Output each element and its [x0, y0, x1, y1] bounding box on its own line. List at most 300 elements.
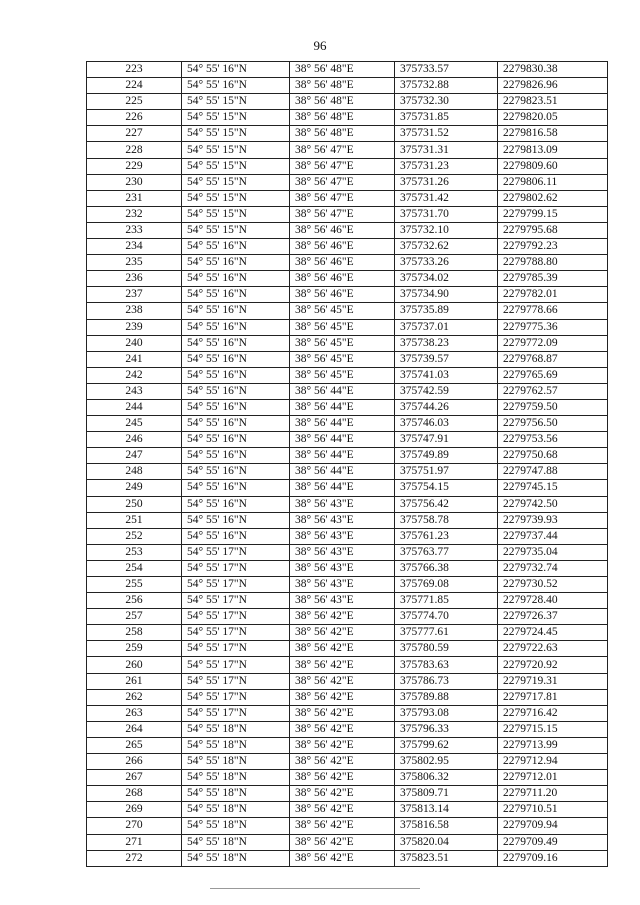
table-row: [87, 737, 608, 753]
point-number-cell: 249: [87, 480, 182, 496]
point-number-cell: 227: [87, 126, 182, 142]
latitude-cell: 54° 55' 16"N: [182, 496, 290, 512]
y-coordinate-cell: 2279759.50: [498, 399, 608, 415]
longitude-cell: 38° 56' 46"E: [290, 271, 395, 287]
longitude-cell: 38° 56' 42"E: [290, 802, 395, 818]
latitude-cell: 54° 55' 18"N: [182, 770, 290, 786]
y-coordinate-cell: 2279765.69: [498, 367, 608, 383]
longitude-cell: 38° 56' 42"E: [290, 850, 395, 866]
latitude-cell: 54° 55' 17"N: [182, 689, 290, 705]
x-coordinate-cell: 375731.70: [395, 206, 498, 222]
longitude-cell: 38° 56' 44"E: [290, 480, 395, 496]
y-coordinate-cell: 2279813.09: [498, 142, 608, 158]
point-number-cell: 248: [87, 464, 182, 480]
x-coordinate-cell: 375731.52: [395, 126, 498, 142]
x-coordinate-cell: 375796.33: [395, 721, 498, 737]
table-row: [87, 448, 608, 464]
table-row: [87, 110, 608, 126]
point-number-cell: 241: [87, 351, 182, 367]
latitude-cell: 54° 55' 15"N: [182, 158, 290, 174]
table-row: [87, 190, 608, 206]
longitude-cell: 38° 56' 42"E: [290, 754, 395, 770]
table-row: [87, 399, 608, 415]
x-coordinate-cell: 375732.10: [395, 222, 498, 238]
point-number-cell: 240: [87, 335, 182, 351]
x-coordinate-cell: 375786.73: [395, 673, 498, 689]
point-number-cell: 236: [87, 271, 182, 287]
point-number-cell: 257: [87, 609, 182, 625]
x-coordinate-cell: 375738.23: [395, 335, 498, 351]
x-coordinate-cell: 375735.89: [395, 303, 498, 319]
point-number-cell: 242: [87, 367, 182, 383]
x-coordinate-cell: 375802.95: [395, 754, 498, 770]
y-coordinate-cell: 2279756.50: [498, 416, 608, 432]
y-coordinate-cell: 2279709.16: [498, 850, 608, 866]
x-coordinate-cell: 375731.42: [395, 190, 498, 206]
table-row: [87, 609, 608, 625]
x-coordinate-cell: 375809.71: [395, 786, 498, 802]
x-coordinate-cell: 375733.57: [395, 62, 498, 78]
table-row: [87, 754, 608, 770]
y-coordinate-cell: 2279792.23: [498, 239, 608, 255]
y-coordinate-cell: 2279806.11: [498, 174, 608, 190]
x-coordinate-cell: 375813.14: [395, 802, 498, 818]
table-row: [87, 850, 608, 866]
longitude-cell: 38° 56' 43"E: [290, 512, 395, 528]
point-number-cell: 272: [87, 850, 182, 866]
latitude-cell: 54° 55' 15"N: [182, 110, 290, 126]
x-coordinate-cell: 375816.58: [395, 818, 498, 834]
longitude-cell: 38° 56' 43"E: [290, 577, 395, 593]
x-coordinate-cell: 375731.85: [395, 110, 498, 126]
longitude-cell: 38° 56' 44"E: [290, 383, 395, 399]
table-row: [87, 544, 608, 560]
longitude-cell: 38° 56' 42"E: [290, 657, 395, 673]
x-coordinate-cell: 375758.78: [395, 512, 498, 528]
point-number-cell: 247: [87, 448, 182, 464]
point-number-cell: 264: [87, 721, 182, 737]
longitude-cell: 38° 56' 46"E: [290, 287, 395, 303]
longitude-cell: 38° 56' 42"E: [290, 673, 395, 689]
latitude-cell: 54° 55' 18"N: [182, 721, 290, 737]
longitude-cell: 38° 56' 43"E: [290, 560, 395, 576]
table-row: [87, 689, 608, 705]
point-number-cell: 271: [87, 834, 182, 850]
point-number-cell: 246: [87, 432, 182, 448]
longitude-cell: 38° 56' 45"E: [290, 367, 395, 383]
y-coordinate-cell: 2279722.63: [498, 641, 608, 657]
footer-divider: [210, 888, 420, 889]
y-coordinate-cell: 2279778.66: [498, 303, 608, 319]
x-coordinate-cell: 375746.03: [395, 416, 498, 432]
x-coordinate-cell: 375761.23: [395, 528, 498, 544]
table-row: [87, 222, 608, 238]
longitude-cell: 38° 56' 42"E: [290, 818, 395, 834]
longitude-cell: 38° 56' 42"E: [290, 834, 395, 850]
latitude-cell: 54° 55' 17"N: [182, 705, 290, 721]
table-row: [87, 657, 608, 673]
y-coordinate-cell: 2279726.37: [498, 609, 608, 625]
latitude-cell: 54° 55' 15"N: [182, 174, 290, 190]
table-row: [87, 818, 608, 834]
y-coordinate-cell: 2279709.49: [498, 834, 608, 850]
latitude-cell: 54° 55' 16"N: [182, 383, 290, 399]
point-number-cell: 235: [87, 255, 182, 271]
point-number-cell: 267: [87, 770, 182, 786]
y-coordinate-cell: 2279802.62: [498, 190, 608, 206]
latitude-cell: 54° 55' 18"N: [182, 850, 290, 866]
longitude-cell: 38° 56' 43"E: [290, 544, 395, 560]
y-coordinate-cell: 2279717.81: [498, 689, 608, 705]
latitude-cell: 54° 55' 17"N: [182, 593, 290, 609]
point-number-cell: 243: [87, 383, 182, 399]
y-coordinate-cell: 2279750.68: [498, 448, 608, 464]
longitude-cell: 38° 56' 43"E: [290, 528, 395, 544]
longitude-cell: 38° 56' 46"E: [290, 239, 395, 255]
x-coordinate-cell: 375774.70: [395, 609, 498, 625]
longitude-cell: 38° 56' 47"E: [290, 190, 395, 206]
x-coordinate-cell: 375751.97: [395, 464, 498, 480]
x-coordinate-cell: 375777.61: [395, 625, 498, 641]
point-number-cell: 231: [87, 190, 182, 206]
latitude-cell: 54° 55' 17"N: [182, 577, 290, 593]
latitude-cell: 54° 55' 15"N: [182, 206, 290, 222]
longitude-cell: 38° 56' 42"E: [290, 625, 395, 641]
table-row: [87, 126, 608, 142]
latitude-cell: 54° 55' 16"N: [182, 416, 290, 432]
coordinates-table: [86, 61, 608, 867]
point-number-cell: 225: [87, 94, 182, 110]
latitude-cell: 54° 55' 16"N: [182, 319, 290, 335]
x-coordinate-cell: 375789.88: [395, 689, 498, 705]
table-row: [87, 496, 608, 512]
table-row: [87, 721, 608, 737]
x-coordinate-cell: 375741.03: [395, 367, 498, 383]
longitude-cell: 38° 56' 42"E: [290, 609, 395, 625]
latitude-cell: 54° 55' 16"N: [182, 528, 290, 544]
latitude-cell: 54° 55' 18"N: [182, 818, 290, 834]
longitude-cell: 38° 56' 44"E: [290, 399, 395, 415]
x-coordinate-cell: 375820.04: [395, 834, 498, 850]
table-row: [87, 351, 608, 367]
y-coordinate-cell: 2279709.94: [498, 818, 608, 834]
x-coordinate-cell: 375756.42: [395, 496, 498, 512]
latitude-cell: 54° 55' 16"N: [182, 271, 290, 287]
y-coordinate-cell: 2279747.88: [498, 464, 608, 480]
point-number-cell: 270: [87, 818, 182, 834]
y-coordinate-cell: 2279742.50: [498, 496, 608, 512]
x-coordinate-cell: 375769.08: [395, 577, 498, 593]
longitude-cell: 38° 56' 42"E: [290, 705, 395, 721]
longitude-cell: 38° 56' 42"E: [290, 721, 395, 737]
y-coordinate-cell: 2279728.40: [498, 593, 608, 609]
latitude-cell: 54° 55' 16"N: [182, 480, 290, 496]
table-row: [87, 625, 608, 641]
x-coordinate-cell: 375731.23: [395, 158, 498, 174]
longitude-cell: 38° 56' 45"E: [290, 303, 395, 319]
table-row: [87, 802, 608, 818]
point-number-cell: 256: [87, 593, 182, 609]
x-coordinate-cell: 375766.38: [395, 560, 498, 576]
x-coordinate-cell: 375732.62: [395, 239, 498, 255]
longitude-cell: 38° 56' 45"E: [290, 335, 395, 351]
point-number-cell: 259: [87, 641, 182, 657]
y-coordinate-cell: 2279820.05: [498, 110, 608, 126]
table-row: [87, 271, 608, 287]
point-number-cell: 251: [87, 512, 182, 528]
longitude-cell: 38° 56' 42"E: [290, 737, 395, 753]
x-coordinate-cell: 375771.85: [395, 593, 498, 609]
latitude-cell: 54° 55' 18"N: [182, 737, 290, 753]
y-coordinate-cell: 2279809.60: [498, 158, 608, 174]
table-row: [87, 158, 608, 174]
table-row: [87, 834, 608, 850]
longitude-cell: 38° 56' 46"E: [290, 222, 395, 238]
latitude-cell: 54° 55' 17"N: [182, 641, 290, 657]
x-coordinate-cell: 375732.88: [395, 78, 498, 94]
page-number: 96: [313, 38, 327, 53]
table-row: [87, 142, 608, 158]
latitude-cell: 54° 55' 16"N: [182, 287, 290, 303]
x-coordinate-cell: 375733.26: [395, 255, 498, 271]
longitude-cell: 38° 56' 44"E: [290, 432, 395, 448]
y-coordinate-cell: 2279768.87: [498, 351, 608, 367]
longitude-cell: 38° 56' 45"E: [290, 351, 395, 367]
y-coordinate-cell: 2279826.96: [498, 78, 608, 94]
point-number-cell: 252: [87, 528, 182, 544]
x-coordinate-cell: 375783.63: [395, 657, 498, 673]
longitude-cell: 38° 56' 47"E: [290, 158, 395, 174]
point-number-cell: 261: [87, 673, 182, 689]
y-coordinate-cell: 2279739.93: [498, 512, 608, 528]
point-number-cell: 254: [87, 560, 182, 576]
latitude-cell: 54° 55' 15"N: [182, 190, 290, 206]
latitude-cell: 54° 55' 18"N: [182, 786, 290, 802]
point-number-cell: 232: [87, 206, 182, 222]
latitude-cell: 54° 55' 16"N: [182, 255, 290, 271]
point-number-cell: 238: [87, 303, 182, 319]
latitude-cell: 54° 55' 16"N: [182, 432, 290, 448]
longitude-cell: 38° 56' 44"E: [290, 464, 395, 480]
point-number-cell: 244: [87, 399, 182, 415]
longitude-cell: 38° 56' 48"E: [290, 78, 395, 94]
point-number-cell: 226: [87, 110, 182, 126]
y-coordinate-cell: 2279720.92: [498, 657, 608, 673]
table-row: [87, 287, 608, 303]
table-row: [87, 335, 608, 351]
x-coordinate-cell: 375731.26: [395, 174, 498, 190]
point-number-cell: 234: [87, 239, 182, 255]
point-number-cell: 266: [87, 754, 182, 770]
x-coordinate-cell: 375799.62: [395, 737, 498, 753]
coordinates-table-body: [87, 62, 608, 867]
y-coordinate-cell: 2279762.57: [498, 383, 608, 399]
table-row: [87, 206, 608, 222]
latitude-cell: 54° 55' 16"N: [182, 512, 290, 528]
latitude-cell: 54° 55' 17"N: [182, 609, 290, 625]
latitude-cell: 54° 55' 15"N: [182, 126, 290, 142]
latitude-cell: 54° 55' 18"N: [182, 834, 290, 850]
y-coordinate-cell: 2279730.52: [498, 577, 608, 593]
latitude-cell: 54° 55' 17"N: [182, 625, 290, 641]
longitude-cell: 38° 56' 47"E: [290, 142, 395, 158]
table-row: [87, 78, 608, 94]
longitude-cell: 38° 56' 43"E: [290, 496, 395, 512]
point-number-cell: 265: [87, 737, 182, 753]
y-coordinate-cell: 2279772.09: [498, 335, 608, 351]
x-coordinate-cell: 375734.02: [395, 271, 498, 287]
longitude-cell: 38° 56' 45"E: [290, 319, 395, 335]
longitude-cell: 38° 56' 42"E: [290, 770, 395, 786]
point-number-cell: 239: [87, 319, 182, 335]
y-coordinate-cell: 2279816.58: [498, 126, 608, 142]
y-coordinate-cell: 2279711.20: [498, 786, 608, 802]
point-number-cell: 223: [87, 62, 182, 78]
y-coordinate-cell: 2279823.51: [498, 94, 608, 110]
x-coordinate-cell: 375806.32: [395, 770, 498, 786]
table-row: [87, 432, 608, 448]
y-coordinate-cell: 2279713.99: [498, 737, 608, 753]
x-coordinate-cell: 375747.91: [395, 432, 498, 448]
point-number-cell: 258: [87, 625, 182, 641]
y-coordinate-cell: 2279782.01: [498, 287, 608, 303]
table-row: [87, 577, 608, 593]
x-coordinate-cell: 375744.26: [395, 399, 498, 415]
x-coordinate-cell: 375793.08: [395, 705, 498, 721]
x-coordinate-cell: 375742.59: [395, 383, 498, 399]
table-row: [87, 593, 608, 609]
latitude-cell: 54° 55' 16"N: [182, 399, 290, 415]
longitude-cell: 38° 56' 47"E: [290, 174, 395, 190]
y-coordinate-cell: 2279732.74: [498, 560, 608, 576]
y-coordinate-cell: 2279830.38: [498, 62, 608, 78]
point-number-cell: 250: [87, 496, 182, 512]
point-number-cell: 255: [87, 577, 182, 593]
latitude-cell: 54° 55' 18"N: [182, 802, 290, 818]
table-row: [87, 464, 608, 480]
x-coordinate-cell: 375734.90: [395, 287, 498, 303]
table-row: [87, 786, 608, 802]
x-coordinate-cell: 375739.57: [395, 351, 498, 367]
point-number-cell: 269: [87, 802, 182, 818]
longitude-cell: 38° 56' 48"E: [290, 62, 395, 78]
point-number-cell: 253: [87, 544, 182, 560]
table-row: [87, 480, 608, 496]
table-row: [87, 94, 608, 110]
point-number-cell: 263: [87, 705, 182, 721]
y-coordinate-cell: 2279799.15: [498, 206, 608, 222]
table-row: [87, 641, 608, 657]
longitude-cell: 38° 56' 42"E: [290, 786, 395, 802]
table-row: [87, 383, 608, 399]
x-coordinate-cell: 375754.15: [395, 480, 498, 496]
point-number-cell: 262: [87, 689, 182, 705]
latitude-cell: 54° 55' 16"N: [182, 239, 290, 255]
latitude-cell: 54° 55' 16"N: [182, 62, 290, 78]
point-number-cell: 228: [87, 142, 182, 158]
longitude-cell: 38° 56' 48"E: [290, 126, 395, 142]
y-coordinate-cell: 2279775.36: [498, 319, 608, 335]
y-coordinate-cell: 2279719.31: [498, 673, 608, 689]
y-coordinate-cell: 2279735.04: [498, 544, 608, 560]
point-number-cell: 245: [87, 416, 182, 432]
longitude-cell: 38° 56' 42"E: [290, 689, 395, 705]
longitude-cell: 38° 56' 47"E: [290, 206, 395, 222]
latitude-cell: 54° 55' 16"N: [182, 448, 290, 464]
table-row: [87, 303, 608, 319]
latitude-cell: 54° 55' 15"N: [182, 142, 290, 158]
point-number-cell: 237: [87, 287, 182, 303]
y-coordinate-cell: 2279710.51: [498, 802, 608, 818]
longitude-cell: 38° 56' 48"E: [290, 94, 395, 110]
table-row: [87, 705, 608, 721]
point-number-cell: 260: [87, 657, 182, 673]
latitude-cell: 54° 55' 17"N: [182, 657, 290, 673]
latitude-cell: 54° 55' 16"N: [182, 367, 290, 383]
table-row: [87, 319, 608, 335]
longitude-cell: 38° 56' 46"E: [290, 255, 395, 271]
latitude-cell: 54° 55' 17"N: [182, 544, 290, 560]
latitude-cell: 54° 55' 16"N: [182, 78, 290, 94]
table-row: [87, 239, 608, 255]
longitude-cell: 38° 56' 48"E: [290, 110, 395, 126]
latitude-cell: 54° 55' 15"N: [182, 94, 290, 110]
y-coordinate-cell: 2279716.42: [498, 705, 608, 721]
y-coordinate-cell: 2279737.44: [498, 528, 608, 544]
y-coordinate-cell: 2279785.39: [498, 271, 608, 287]
point-number-cell: 229: [87, 158, 182, 174]
point-number-cell: 230: [87, 174, 182, 190]
y-coordinate-cell: 2279745.15: [498, 480, 608, 496]
y-coordinate-cell: 2279712.01: [498, 770, 608, 786]
longitude-cell: 38° 56' 43"E: [290, 593, 395, 609]
latitude-cell: 54° 55' 16"N: [182, 335, 290, 351]
y-coordinate-cell: 2279788.80: [498, 255, 608, 271]
x-coordinate-cell: 375737.01: [395, 319, 498, 335]
longitude-cell: 38° 56' 42"E: [290, 641, 395, 657]
table-row: [87, 560, 608, 576]
latitude-cell: 54° 55' 18"N: [182, 754, 290, 770]
x-coordinate-cell: 375823.51: [395, 850, 498, 866]
point-number-cell: 268: [87, 786, 182, 802]
table-row: [87, 770, 608, 786]
x-coordinate-cell: 375763.77: [395, 544, 498, 560]
table-row: [87, 416, 608, 432]
point-number-cell: 224: [87, 78, 182, 94]
latitude-cell: 54° 55' 16"N: [182, 464, 290, 480]
x-coordinate-cell: 375780.59: [395, 641, 498, 657]
latitude-cell: 54° 55' 15"N: [182, 222, 290, 238]
x-coordinate-cell: 375732.30: [395, 94, 498, 110]
latitude-cell: 54° 55' 17"N: [182, 560, 290, 576]
table-row: [87, 367, 608, 383]
point-number-cell: 233: [87, 222, 182, 238]
table-row: [87, 255, 608, 271]
table-row: [87, 673, 608, 689]
table-row: [87, 62, 608, 78]
y-coordinate-cell: 2279795.68: [498, 222, 608, 238]
table-row: [87, 512, 608, 528]
longitude-cell: 38° 56' 44"E: [290, 416, 395, 432]
x-coordinate-cell: 375749.89: [395, 448, 498, 464]
latitude-cell: 54° 55' 16"N: [182, 351, 290, 367]
y-coordinate-cell: 2279712.94: [498, 754, 608, 770]
latitude-cell: 54° 55' 16"N: [182, 303, 290, 319]
y-coordinate-cell: 2279715.15: [498, 721, 608, 737]
longitude-cell: 38° 56' 44"E: [290, 448, 395, 464]
latitude-cell: 54° 55' 17"N: [182, 673, 290, 689]
y-coordinate-cell: 2279724.45: [498, 625, 608, 641]
